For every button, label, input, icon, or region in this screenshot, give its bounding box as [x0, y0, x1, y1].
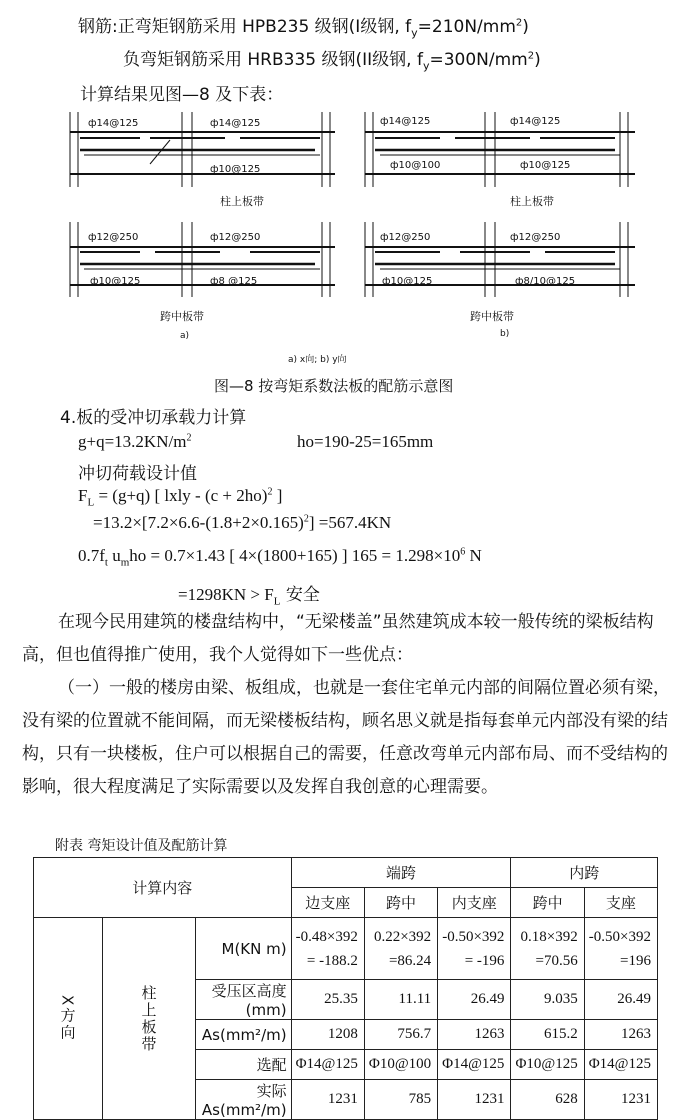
fig-br-top-right-bar: ф12@250: [510, 232, 561, 243]
table-cell: 9.035: [511, 980, 584, 1020]
capacity-result: $=1298KN > F_L$ 安全: [178, 585, 320, 608]
fig-tr-top-left-bar: ф14@125: [380, 116, 431, 127]
table-cell: 25.35: [291, 980, 364, 1020]
table-cell: 785: [364, 1080, 437, 1120]
row-label: As(mm²/m): [196, 1020, 292, 1050]
fig-tl-bottom-bar: ф10@125: [210, 164, 261, 175]
fig-sub-caption: a) x向; b) y向: [288, 355, 347, 365]
fig-tl-top-left-bar: ф14@125: [88, 118, 139, 129]
table-cell: 615.2: [511, 1020, 584, 1050]
subheader-2: 跨中: [364, 888, 437, 918]
row-label: 选配: [196, 1050, 292, 1080]
fig-bl-bottom-right-bar: ф8 @125: [210, 276, 258, 287]
fig-bl-top-left-bar: ф12@250: [88, 232, 139, 243]
table-cell: 0.18×392 =70.56: [511, 918, 584, 980]
fig-br-bottom-right-bar: ф8/10@125: [515, 276, 576, 287]
figure-caption: 图—8 按弯矩系数法板的配筋示意图: [214, 377, 454, 395]
header-end-span: 端跨: [291, 858, 511, 888]
results-intro: 计算结果见图—8 及下表：: [80, 85, 284, 105]
fig-tl-top-right-bar: ф14@125: [210, 118, 261, 129]
moment-table: [33, 857, 658, 1120]
fig-tr-bottom-left-bar: ф10@100: [390, 160, 441, 171]
table-cell: 26.49: [438, 980, 511, 1020]
fig-br-top-left-bar: ф12@250: [380, 232, 431, 243]
table-cell: -0.50×392 =196: [584, 918, 657, 980]
subheader-3: 内支座: [438, 888, 511, 918]
row-label: 实际 As(mm²/m): [196, 1080, 292, 1120]
table-cell: Φ10@100: [364, 1050, 437, 1080]
row-label: 受压区高度(mm): [196, 980, 292, 1020]
table-cell: -0.48×392 = -188.2: [291, 918, 364, 980]
fig-label-b: b): [500, 329, 510, 339]
fig-tr-bottom-right-bar: ф10@125: [520, 160, 571, 171]
table-cell: 11.11: [364, 980, 437, 1020]
header-inner-span: 内跨: [511, 858, 658, 888]
fig-label-column-strip-b: 柱上板带: [510, 195, 554, 208]
table-cell: 1208: [291, 1020, 364, 1050]
fig-label-middle-strip-b: 跨中板带: [470, 310, 514, 323]
fig-label-middle-strip-a: 跨中板带: [160, 310, 204, 323]
table-cell: 628: [511, 1080, 584, 1120]
table-cell: 1263: [438, 1020, 511, 1050]
fl-formula: $F_L = (g+q)$ [ lxly - $(c + 2ho)^2$ ]: [78, 486, 283, 509]
table-caption: 附表 弯矩设计值及配筋计算: [55, 838, 228, 854]
table-cell: 1231: [438, 1080, 511, 1120]
row-label: M(KN m): [196, 918, 292, 980]
table-cell: 26.49: [584, 980, 657, 1020]
section-heading: 4.板的受冲切承载力计算: [60, 408, 247, 428]
strip-cell: 柱上板带: [103, 918, 196, 1120]
fig-label-column-strip: 柱上板带: [220, 195, 264, 208]
table-cell: 1231: [584, 1080, 657, 1120]
paragraph-2: （一）一般的楼房由梁、板组成，也就是一套住宅单元内部的间隔位置必须有梁，没有梁的位置就不能间隔，而无梁楼板结构，顾名思义就是指每套单元内部没有梁的结构，只有一块楼板，住户可以根据自己的需要，任意改弯单元内部布局、而不受结构的影响，很大程度满足了实际需要以及发挥自我创意的心理需要。: [22, 678, 670, 797]
material-line-1: 钢筋:正弯矩钢筋采用 HPB235 级钢(I级钢, $f_y=210N/mm^2$): [78, 17, 529, 40]
table-cell: 0.22×392 =86.24: [364, 918, 437, 980]
subheader-5: 支座: [584, 888, 657, 918]
h0-value: ho=190-25=165mm: [297, 432, 434, 451]
table-cell: Φ10@125: [511, 1050, 584, 1080]
fig-br-bottom-left-bar: ф10@125: [382, 276, 433, 287]
direction-cell: X方向: [34, 918, 103, 1120]
fig-bl-top-right-bar: ф12@250: [210, 232, 261, 243]
table-cell: 1231: [291, 1080, 364, 1120]
fl-calc: $=13.2\times[7.2\times 6.6-(1.8+2\times 0.165)^2] =567.4KN$: [93, 513, 392, 532]
fig-label-a: a): [180, 331, 190, 341]
table-cell: 756.7: [364, 1020, 437, 1050]
table-cell: Φ14@125: [584, 1050, 657, 1080]
table-cell: Φ14@125: [438, 1050, 511, 1080]
header-calc-content: 计算内容: [34, 858, 292, 918]
design-load-label: 冲切荷载设计值: [78, 464, 197, 484]
subheader-4: 跨中: [511, 888, 584, 918]
material-line-2: 负弯矩钢筋采用 HRB335 级钢(II级钢, $f_y=300N/mm^2$): [123, 50, 541, 73]
table-cell: 1263: [584, 1020, 657, 1050]
table-cell: Φ14@125: [291, 1050, 364, 1080]
paragraph-1: 在现今民用建筑的楼盘结构中，“无梁楼盖”虽然建筑成本较一般传统的梁板结构高，但也值得推广使用，我个人觉得如下一些优点：: [22, 612, 654, 665]
table-cell: -0.50×392 = -196: [438, 918, 511, 980]
fig-tr-top-right-bar: ф14@125: [510, 116, 561, 127]
load-value: $g+q=13.2KN/m^2$: [78, 432, 192, 451]
fig-bl-bottom-left-bar: ф10@125: [90, 276, 141, 287]
subheader-1: 边支座: [291, 888, 364, 918]
capacity-calc: $0.7f_t$ $u_mho = 0.7\times 1.43$ [ 4×(1800+165) ] $165 = 1.298\times 10^6$ N: [78, 546, 482, 569]
reinforcement-figure: [60, 102, 650, 372]
